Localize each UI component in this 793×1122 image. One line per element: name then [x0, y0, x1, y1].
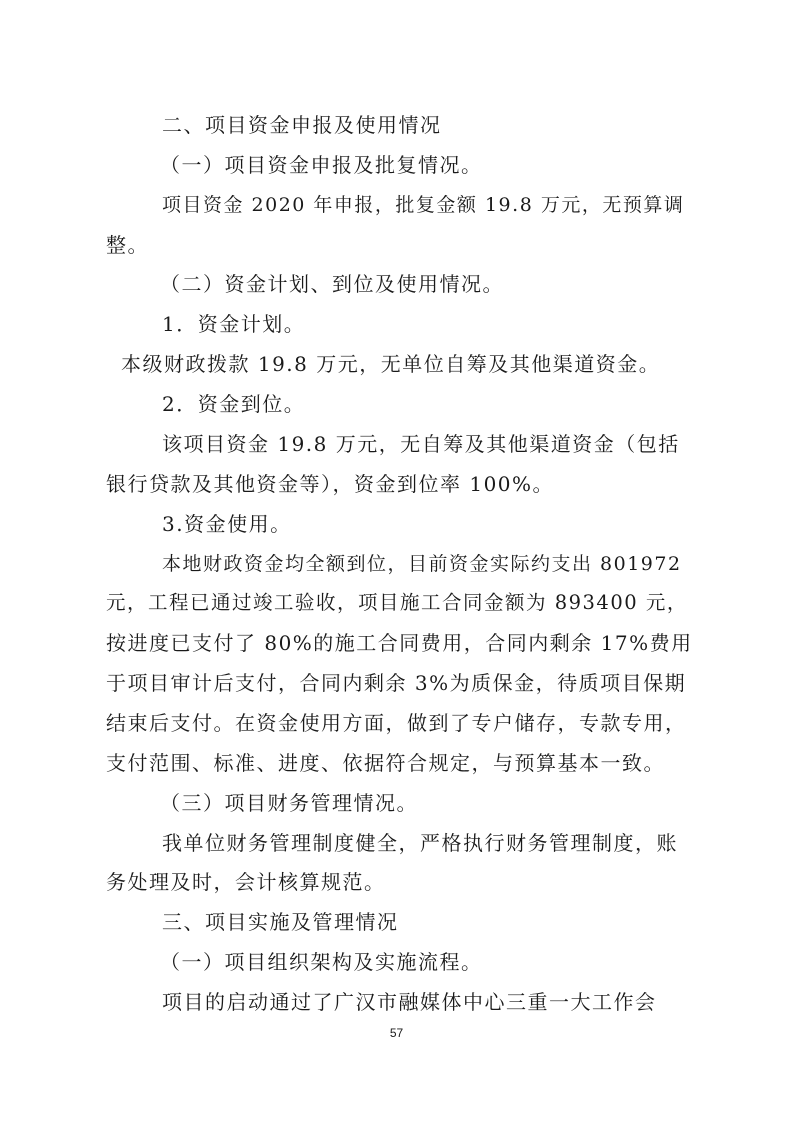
paragraph-line: 于项目审计后支付，合同内剩余 3%为质保金，待质项目保期: [106, 671, 687, 695]
page-number: 57: [389, 1026, 404, 1040]
paragraph-line: 结束后支付。在资金使用方面，做到了专户储存，专款专用，: [106, 711, 687, 735]
paragraph-line: 我单位财务管理制度健全，严格执行财务管理制度，账: [162, 831, 678, 855]
subsection-heading-2-3: （三）项目财务管理情况。: [160, 791, 418, 815]
item-heading-2: 2．资金到位。: [162, 392, 306, 416]
subsection-heading-2-1: （一）项目资金申报及批复情况。: [160, 153, 483, 177]
paragraph-line: 本级财政拨款 19.8 万元，无单位自筹及其他渠道资金。: [121, 352, 661, 376]
section-heading-2: 二、项目资金申报及使用情况: [162, 113, 442, 137]
paragraph-line: 该项目资金 19.8 万元，无自筹及其他渠道资金（包括: [162, 432, 680, 456]
item-heading-3: 3.资金使用。: [162, 512, 292, 536]
paragraph-line: 项目的启动通过了广汉市融媒体中心三重一大工作会: [162, 990, 657, 1014]
subsection-heading-2-2: （二）资金计划、到位及使用情况。: [160, 272, 504, 296]
section-heading-3: 三、项目实施及管理情况: [162, 910, 399, 934]
subsection-heading-3-1: （一）项目组织架构及实施流程。: [160, 950, 483, 974]
paragraph-line: 银行贷款及其他资金等），资金到位率 100%。: [106, 472, 555, 496]
item-heading-1: 1．资金计划。: [162, 312, 306, 336]
paragraph-line: 按进度已支付了 80%的施工合同费用，合同内剩余 17%费用: [106, 631, 693, 655]
paragraph-line: 整。: [106, 233, 149, 257]
paragraph-line: 项目资金 2020 年申报，批复金额 19.8 万元，无预算调: [162, 194, 685, 216]
paragraph-line: 支付范围、标准、进度、依据符合规定，与预算基本一致。: [106, 751, 665, 775]
paragraph-line: 元，工程已通过竣工验收，项目施工合同金额为 893400 元，: [106, 591, 688, 614]
paragraph-line: 务处理及时，会计核算规范。: [106, 870, 386, 894]
paragraph-line: 本地财政资金均全额到位，目前资金实际约支出 801972: [162, 553, 682, 575]
